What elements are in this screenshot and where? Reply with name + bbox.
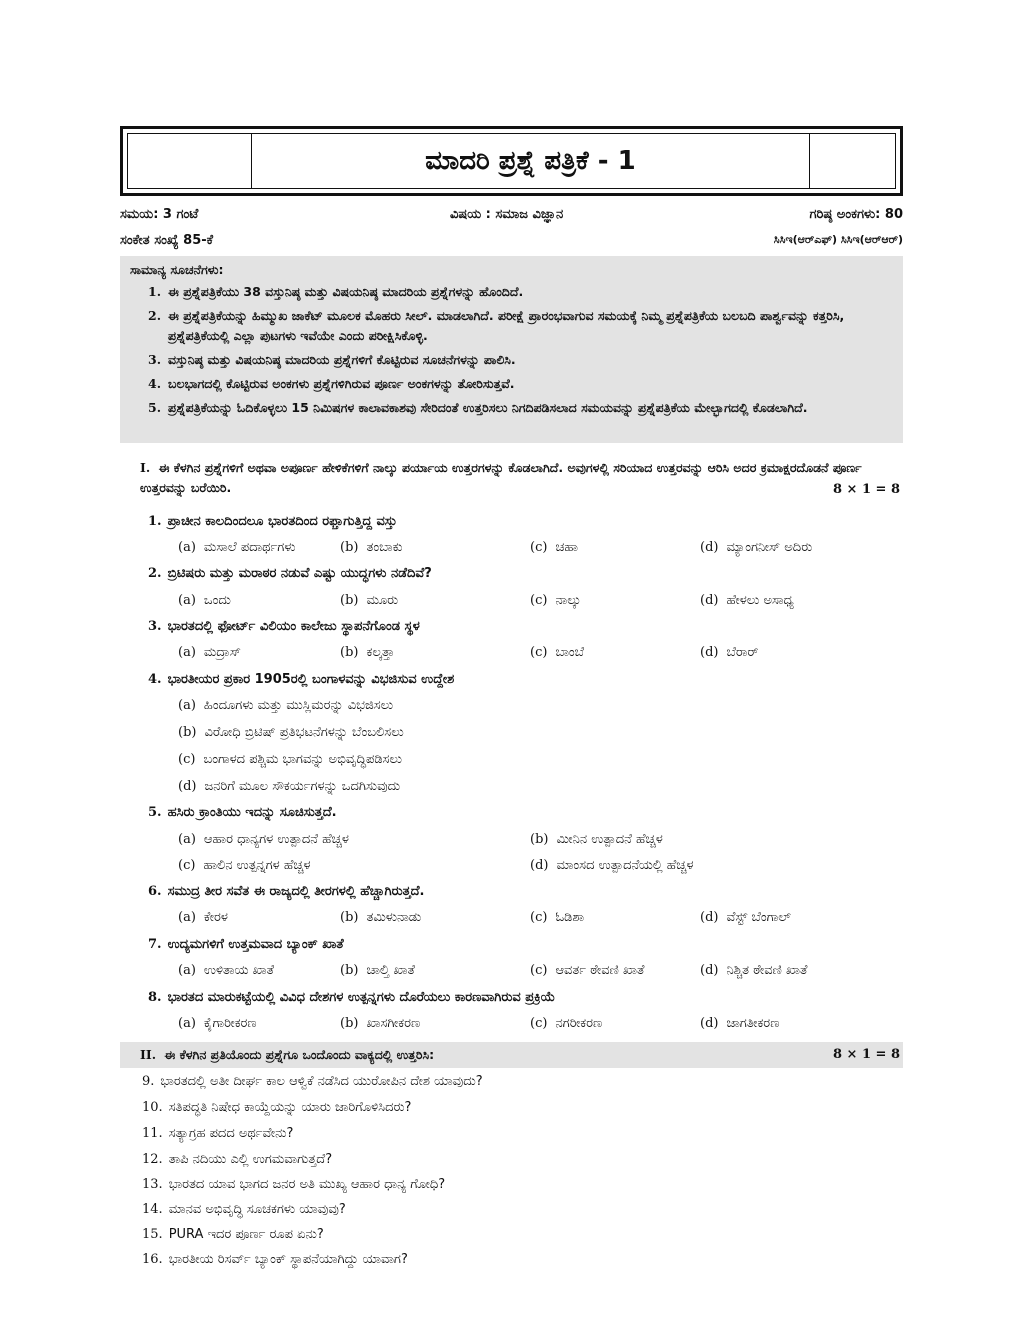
option-c <box>530 540 578 555</box>
question-text: ಸತಿಪದ್ಧತಿ ನಿಷೇಧ ಕಾಯ್ದೆಯನ್ನು ಯಾರು ಜಾರಿಗೊಳಿಸಿದರು? <box>168 1100 412 1115</box>
instruction-number: 5. <box>148 400 162 415</box>
option-text: ಉಳಿತಾಯ ಖಾತೆ <box>203 963 275 978</box>
question-text: ಭಾರತದ ಮಾರುಕಟ್ಟೆಯಲ್ಲಿ ವಿವಿಧ ದೇಶಗಳ ಉತ್ಪನ್ನಗಳು ದೊರೆಯಲು ಕಾರಣವಾಗಿರುವ ಪ್ರಕ್ರಿಯೆ <box>167 990 556 1005</box>
question-number: 9. <box>142 1074 155 1089</box>
question-5 <box>148 805 337 820</box>
option-a <box>178 832 349 847</box>
instruction-number: 1. <box>148 284 162 299</box>
instruction-text: ಪ್ರಶ್ನೆಪತ್ರಿಕೆಯನ್ನು ಓದಿಕೊಳ್ಳಲು 15 ನಿಮಿಷಗಳ ಕಾಲಾವಕಾಶವು ಸೇರಿದಂತೆ ಉತ್ತರಿಸಲು ನಿಗದಿಪಡಿಸಲಾದ ಸಮಯವನ್ನು ಪ್ರಶ್ನೆಪತ್ರಿಕೆಯ ಮೇಲ್ಭಾಗದಲ್ಲಿ ಕೊಡಲಾಗಿದೆ. <box>168 400 808 415</box>
question-number: 14. <box>142 1202 163 1217</box>
option-text: ಬಂಗಾಳದ ಪಶ್ಚಿಮ ಭಾಗವನ್ನು ಅಭಿವೃದ್ಧಿಪಡಿಸಲು <box>203 752 402 767</box>
exam-subject: ವಿಷಯ : ಸಮಾಜ ವಿಜ್ಞಾನ <box>450 207 564 222</box>
exam-time: ಸಮಯ: 3 ಗಂಟೆ <box>120 207 199 222</box>
option-d <box>700 540 812 555</box>
section-1-heading <box>140 458 902 498</box>
option-text: ಕಲ್ಕತ್ತಾ <box>366 645 395 660</box>
option-letter: (c) <box>530 963 548 978</box>
instruction-item <box>148 282 893 302</box>
title-right-cell <box>809 134 895 188</box>
question-number: 2. <box>148 566 162 581</box>
option-b <box>340 645 395 660</box>
question-16 <box>142 1252 408 1267</box>
option-letter: (b) <box>340 645 359 660</box>
question-number: 13. <box>142 1177 163 1192</box>
question-text: ಪ್ರಾಚೀನ ಕಾಲದಿಂದಲೂ ಭಾರತದಿಂದ ರಫ್ತಾಗುತ್ತಿದ್ದ ವಸ್ತು <box>167 514 397 529</box>
option-b <box>340 540 403 555</box>
question-text: ಹಸಿರು ಕ್ರಾಂತಿಯು ಇದನ್ನು ಸೂಚಿಸುತ್ತದೆ. <box>167 805 337 820</box>
section-1-roman: I. <box>140 460 151 475</box>
question-7 <box>148 937 344 952</box>
option-letter: (d) <box>700 963 719 978</box>
option-d <box>700 963 807 978</box>
option-a <box>178 698 393 713</box>
option-text: ಕೈಗಾರೀಕರಣ <box>203 1016 257 1031</box>
question-text: ಉದ್ಯಮಗಳಿಗೆ ಉತ್ತಮವಾದ ಬ್ಯಾಂಕ್ ಖಾತೆ <box>167 937 344 952</box>
option-letter: (b) <box>340 593 359 608</box>
option-letter: (c) <box>530 1016 548 1031</box>
section-2-text: ಈ ಕೆಳಗಿನ ಪ್ರತಿಯೊಂದು ಪ್ರಶ್ನೆಗೂ ಒಂದೊಂದು ವಾಕ್ಯದಲ್ಲಿ ಉತ್ತರಿಸಿ: <box>164 1047 435 1062</box>
question-13 <box>142 1177 445 1192</box>
question-number: 3. <box>148 619 162 634</box>
option-letter: (a) <box>178 645 196 660</box>
option-a <box>178 540 296 555</box>
option-text: ನಾಲ್ಕು <box>555 593 582 608</box>
option-a <box>178 593 231 608</box>
instruction-text: ವಸ್ತುನಿಷ್ಠ ಮತ್ತು ವಿಷಯನಿಷ್ಠ ಮಾದರಿಯ ಪ್ರಶ್ನೆಗಳಿಗೆ ಕೊಟ್ಟಿರುವ ಸೂಚನೆಗಳನ್ನು ಪಾಲಿಸಿ. <box>168 352 516 367</box>
option-letter: (a) <box>178 698 196 713</box>
option-text: ತಮಿಳುನಾಡು <box>366 910 422 925</box>
question-number: 12. <box>142 1152 163 1167</box>
option-text: ಬೆರಾರ್ <box>726 645 759 660</box>
option-b <box>340 1016 420 1031</box>
option-letter: (c) <box>530 645 548 660</box>
page-title: ಮಾದರಿ ಪ್ರಶ್ನೆ ಪತ್ರಿಕೆ - 1 <box>425 145 636 176</box>
option-letter: (b) <box>340 1016 359 1031</box>
instruction-item <box>148 374 893 394</box>
option-c <box>530 1016 602 1031</box>
section-2-heading <box>140 1045 902 1065</box>
option-a <box>178 910 228 925</box>
question-15 <box>142 1227 324 1242</box>
option-a <box>178 645 241 660</box>
question-12 <box>142 1152 332 1167</box>
question-1 <box>148 514 397 529</box>
option-b <box>178 725 404 740</box>
option-letter: (d) <box>700 540 719 555</box>
option-letter: (c) <box>178 858 196 873</box>
option-c <box>178 858 311 873</box>
question-text: ಭಾರತದಲ್ಲಿ ಫೋರ್ಟ್ ವಿಲಿಯಂ ಕಾಲೇಜು ಸ್ಥಾಪನೆಗೊಂಡ ಸ್ಥಳ <box>167 619 420 634</box>
option-text: ಖಾಸಗೀಕರಣ <box>366 1016 421 1031</box>
question-text: ಬ್ರಿಟಿಷರು ಮತ್ತು ಮರಾಠರ ನಡುವೆ ಎಷ್ಟು ಯುದ್ಧಗಳು ನಡೆದಿವೆ? <box>167 566 432 581</box>
question-text: ಭಾರತದಲ್ಲಿ ಅತೀ ದೀರ್ಘ ಕಾಲ ಆಳ್ವಿಕೆ ನಡೆಸಿದ ಯುರೋಪಿನ ದೇಶ ಯಾವುದು? <box>160 1074 483 1089</box>
question-number: 1. <box>148 514 162 529</box>
question-4 <box>148 672 454 687</box>
option-a <box>178 963 274 978</box>
question-8 <box>148 990 555 1005</box>
option-letter: (d) <box>700 593 719 608</box>
question-10 <box>142 1100 411 1115</box>
question-number: 10. <box>142 1100 163 1115</box>
option-text: ಬಾಂಬೆ <box>555 645 585 660</box>
max-marks: ಗರಿಷ್ಠ ಅಂಕಗಳು: 80 <box>809 207 903 222</box>
section-1-marks: 8 × 1 = 8 <box>832 482 900 497</box>
instruction-text: ಬಲಭಾಗದಲ್ಲಿ ಕೊಟ್ಟಿರುವ ಅಂಕಗಳು ಪ್ರಶ್ನೆಗಳಿಗಿರುವ ಪೂರ್ಣ ಅಂಕಗಳನ್ನು ತೋರಿಸುತ್ತವೆ. <box>168 376 515 391</box>
option-b <box>530 832 663 847</box>
instruction-item <box>148 350 893 370</box>
question-number: 4. <box>148 672 162 687</box>
option-letter: (b) <box>340 540 359 555</box>
question-number: 15. <box>142 1227 163 1242</box>
option-letter: (d) <box>700 645 719 660</box>
question-11 <box>142 1126 293 1141</box>
option-b <box>340 593 398 608</box>
question-2 <box>148 566 432 581</box>
question-text: ತಾಪಿ ನದಿಯು ಎಲ್ಲಿ ಉಗಮವಾಗುತ್ತದೆ? <box>168 1152 333 1167</box>
option-letter: (b) <box>340 963 359 978</box>
option-text: ಕೇರಳ <box>203 910 228 925</box>
option-text: ಹಾಲಿನ ಉತ್ಪನ್ನಗಳ ಹೆಚ್ಚಳ <box>203 858 311 873</box>
question-number: 7. <box>148 937 162 952</box>
option-text: ನಗರೀಕರಣ <box>555 1016 603 1031</box>
instruction-text: ಈ ಪ್ರಶ್ನೆಪತ್ರಿಕೆಯು 38 ವಸ್ತುನಿಷ್ಠ ಮತ್ತು ವಿಷಯನಿಷ್ಠ ಮಾದರಿಯ ಪ್ರಶ್ನೆಗಳನ್ನು ಹೊಂದಿದೆ. <box>168 284 524 299</box>
option-text: ತಂಬಾಕು <box>366 540 403 555</box>
instruction-number: 2. <box>148 308 162 323</box>
instruction-item <box>148 398 893 418</box>
option-text: ಮಾಂಸದ ಉತ್ಪಾದನೆಯಲ್ಲಿ ಹೆಚ್ಚಳ <box>556 858 694 873</box>
cce-category: ಸಿಸಿಇ(ಆರ್‌ಎಫ್) ಸಿಸಿಇ(ಆರ್‌ಆರ್) <box>773 233 903 246</box>
question-text: ಭಾರತೀಯ ರಿಸರ್ವ್ ಬ್ಯಾಂಕ್ ಸ್ಥಾಪನೆಯಾಗಿದ್ದು ಯಾವಾಗ? <box>168 1252 408 1267</box>
question-text: PURA ಇದರ ಪೂರ್ಣ ರೂಪ ಏನು? <box>168 1227 324 1242</box>
option-letter: (c) <box>530 910 548 925</box>
option-c <box>530 593 581 608</box>
option-c <box>530 963 644 978</box>
option-text: ಮದ್ರಾಸ್ <box>203 645 241 660</box>
option-letter: (a) <box>178 593 196 608</box>
title-inner <box>127 133 896 189</box>
question-number: 16. <box>142 1252 163 1267</box>
title-left-cell <box>128 134 252 188</box>
question-3 <box>148 619 420 634</box>
option-text: ಮೂರು <box>366 593 399 608</box>
option-letter: (c) <box>530 540 548 555</box>
question-text: ಸಮುದ್ರ ತೀರ ಸವೆತ ಈ ರಾಜ್ಯದಲ್ಲಿ ತೀರಗಳಲ್ಲಿ ಹೆಚ್ಚಾಗಿರುತ್ತದೆ. <box>167 884 425 899</box>
option-text: ಜಾಗತೀಕರಣ <box>726 1016 780 1031</box>
option-letter: (c) <box>530 593 548 608</box>
question-text: ಮಾನವ ಅಭಿವೃದ್ಧಿ ಸೂಚಕಗಳು ಯಾವುವು? <box>168 1202 346 1217</box>
option-letter: (d) <box>530 858 549 873</box>
option-letter: (d) <box>700 1016 719 1031</box>
question-number: 5. <box>148 805 162 820</box>
question-number: 11. <box>142 1126 163 1141</box>
option-c <box>530 910 584 925</box>
question-text: ಭಾರತೀಯರ ಪ್ರಕಾರ 1905ರಲ್ಲಿ ಬಂಗಾಳವನ್ನು ವಿಭಜಿಸುವ ಉದ್ದೇಶ <box>167 672 455 687</box>
question-9 <box>142 1074 483 1089</box>
question-number: 8. <box>148 990 162 1005</box>
option-text: ಹಿಂದೂಗಳು ಮತ್ತು ಮುಸ್ಲಿಮರನ್ನು ವಿಭಜಿಸಲು <box>203 698 394 713</box>
option-letter: (a) <box>178 1016 196 1031</box>
title-box <box>120 126 903 196</box>
option-d <box>700 1016 779 1031</box>
option-text: ಆಹಾರ ಧಾನ್ಯಗಳ ಉತ್ಪಾದನೆ ಹೆಚ್ಚಳ <box>203 832 349 847</box>
option-b <box>340 910 421 925</box>
option-d <box>700 645 758 660</box>
question-14 <box>142 1202 346 1217</box>
question-6 <box>148 884 424 899</box>
option-d <box>530 858 694 873</box>
option-letter: (a) <box>178 832 196 847</box>
option-letter: (d) <box>178 779 197 794</box>
option-letter: (a) <box>178 963 196 978</box>
option-text: ನಿಶ್ಚಿತ ಠೇವಣಿ ಖಾತೆ <box>726 963 808 978</box>
option-letter: (d) <box>700 910 719 925</box>
code-number: ಸಂಕೇತ ಸಂಖ್ಯೆ 85-ಕೆ <box>120 233 214 248</box>
instruction-number: 4. <box>148 376 162 391</box>
option-d <box>700 910 791 925</box>
instruction-text: ಈ ಪ್ರಶ್ನೆಪತ್ರಿಕೆಯನ್ನು ಹಿಮ್ಮುಖ ಜಾಕೆಟ್ ಮೂಲಕ ಮೊಹರು ಸೀಲ್. ಮಾಡಲಾಗಿದೆ. ಪರೀಕ್ಷೆ ಪ್ರಾರಂಭವಾಗುವ ಸಮಯಕ್ಕೆ ನಿಮ್ಮ ಪ್ರಶ್ನೆಪತ್ರಿಕೆಯ ಬಲಬದಿ ಪಾರ್ಶ್ವವನ್ನು ಕತ್ತರಿಸಿ, ಪ್ರಶ್ನೆಪತ್ರಿಕೆಯಲ್ಲಿ ಎಲ್ಲಾ ಪುಟಗಳು ಇವೆಯೇ ಎಂದು ಪರೀಕ್ಷಿಸಿಕೊಳ್ಳಿ. <box>168 308 845 343</box>
section-2-roman: II. <box>140 1047 157 1062</box>
option-c <box>530 645 584 660</box>
section-1-text: ಈ ಕೆಳಗಿನ ಪ್ರಶ್ನೆಗಳಿಗೆ ಅಥವಾ ಅಪೂರ್ಣ ಹೇಳಿಕೆಗಳಿಗೆ ನಾಲ್ಕು ಪರ್ಯಾಯ ಉತ್ತರಗಳನ್ನು ಕೊಡಲಾಗಿದೆ. ಅವುಗಳಲ್ಲಿ ಸರಿಯಾದ ಉತ್ತರವನ್ನು ಆರಿಸಿ ಅದರ ಕ್ರಮಾಕ್ಷರದೊಡನೆ ಪೂರ್ಣ ಉತ್ತರವನ್ನು ಬರೆಯಿರಿ. <box>140 460 862 495</box>
option-text: ಚಾಲ್ತಿ ಖಾತೆ <box>366 963 415 978</box>
option-d <box>700 593 794 608</box>
option-letter: (a) <box>178 540 196 555</box>
option-text: ವೆಸ್ಟ್ ಬೆಂಗಾಲ್ <box>726 910 791 925</box>
question-text: ಸತ್ಯಾಗ್ರಹ ಪದದ ಅರ್ಥವೇನು? <box>168 1126 294 1141</box>
option-letter: (b) <box>178 725 197 740</box>
option-letter: (b) <box>530 832 549 847</box>
question-text: ಭಾರತದ ಯಾವ ಭಾಗದ ಜನರ ಅತಿ ಮುಖ್ಯ ಆಹಾರ ಧಾನ್ಯ ಗೋಧಿ? <box>168 1177 446 1192</box>
option-text: ಒಂದು <box>203 593 231 608</box>
option-text: ಓಡಿಶಾ <box>555 910 585 925</box>
option-text: ಮೀನಿನ ಉತ್ಪಾದನೆ ಹೆಚ್ಚಳ <box>556 832 663 847</box>
option-d <box>178 779 400 794</box>
option-letter: (a) <box>178 910 196 925</box>
option-text: ಮಸಾಲೆ ಪದಾರ್ಥಗಳು <box>203 540 296 555</box>
instruction-item <box>148 306 893 346</box>
option-text: ಆವರ್ತ ಠೇವಣಿ ಖಾತೆ <box>555 963 645 978</box>
general-instructions <box>120 256 903 443</box>
section-2-marks: 8 × 1 = 8 <box>832 1047 900 1062</box>
option-text: ವಿರೋಧಿ ಬ್ರಿಟಿಷ್ ಪ್ರತಿಭಟನೆಗಳನ್ನು ಬೆಂಬಲಿಸಲು <box>204 725 404 740</box>
option-text: ಚಹಾ <box>555 540 578 555</box>
question-number: 6. <box>148 884 162 899</box>
option-c <box>178 752 402 767</box>
option-text: ಹೇಳಲು ಅಸಾಧ್ಯ <box>726 593 794 608</box>
instructions-title: ಸಾಮಾನ್ಯ ಸೂಚನೆಗಳು: <box>130 262 224 277</box>
option-text: ಮ್ಯಾಂಗನೀಸ್ ಅದಿರು <box>726 540 813 555</box>
option-a <box>178 1016 257 1031</box>
option-letter: (c) <box>178 752 196 767</box>
option-b <box>340 963 415 978</box>
option-text: ಜನರಿಗೆ ಮೂಲ ಸೌಕರ್ಯಗಳನ್ನು ಒದಗಿಸುವುದು <box>204 779 401 794</box>
option-letter: (b) <box>340 910 359 925</box>
instruction-number: 3. <box>148 352 162 367</box>
